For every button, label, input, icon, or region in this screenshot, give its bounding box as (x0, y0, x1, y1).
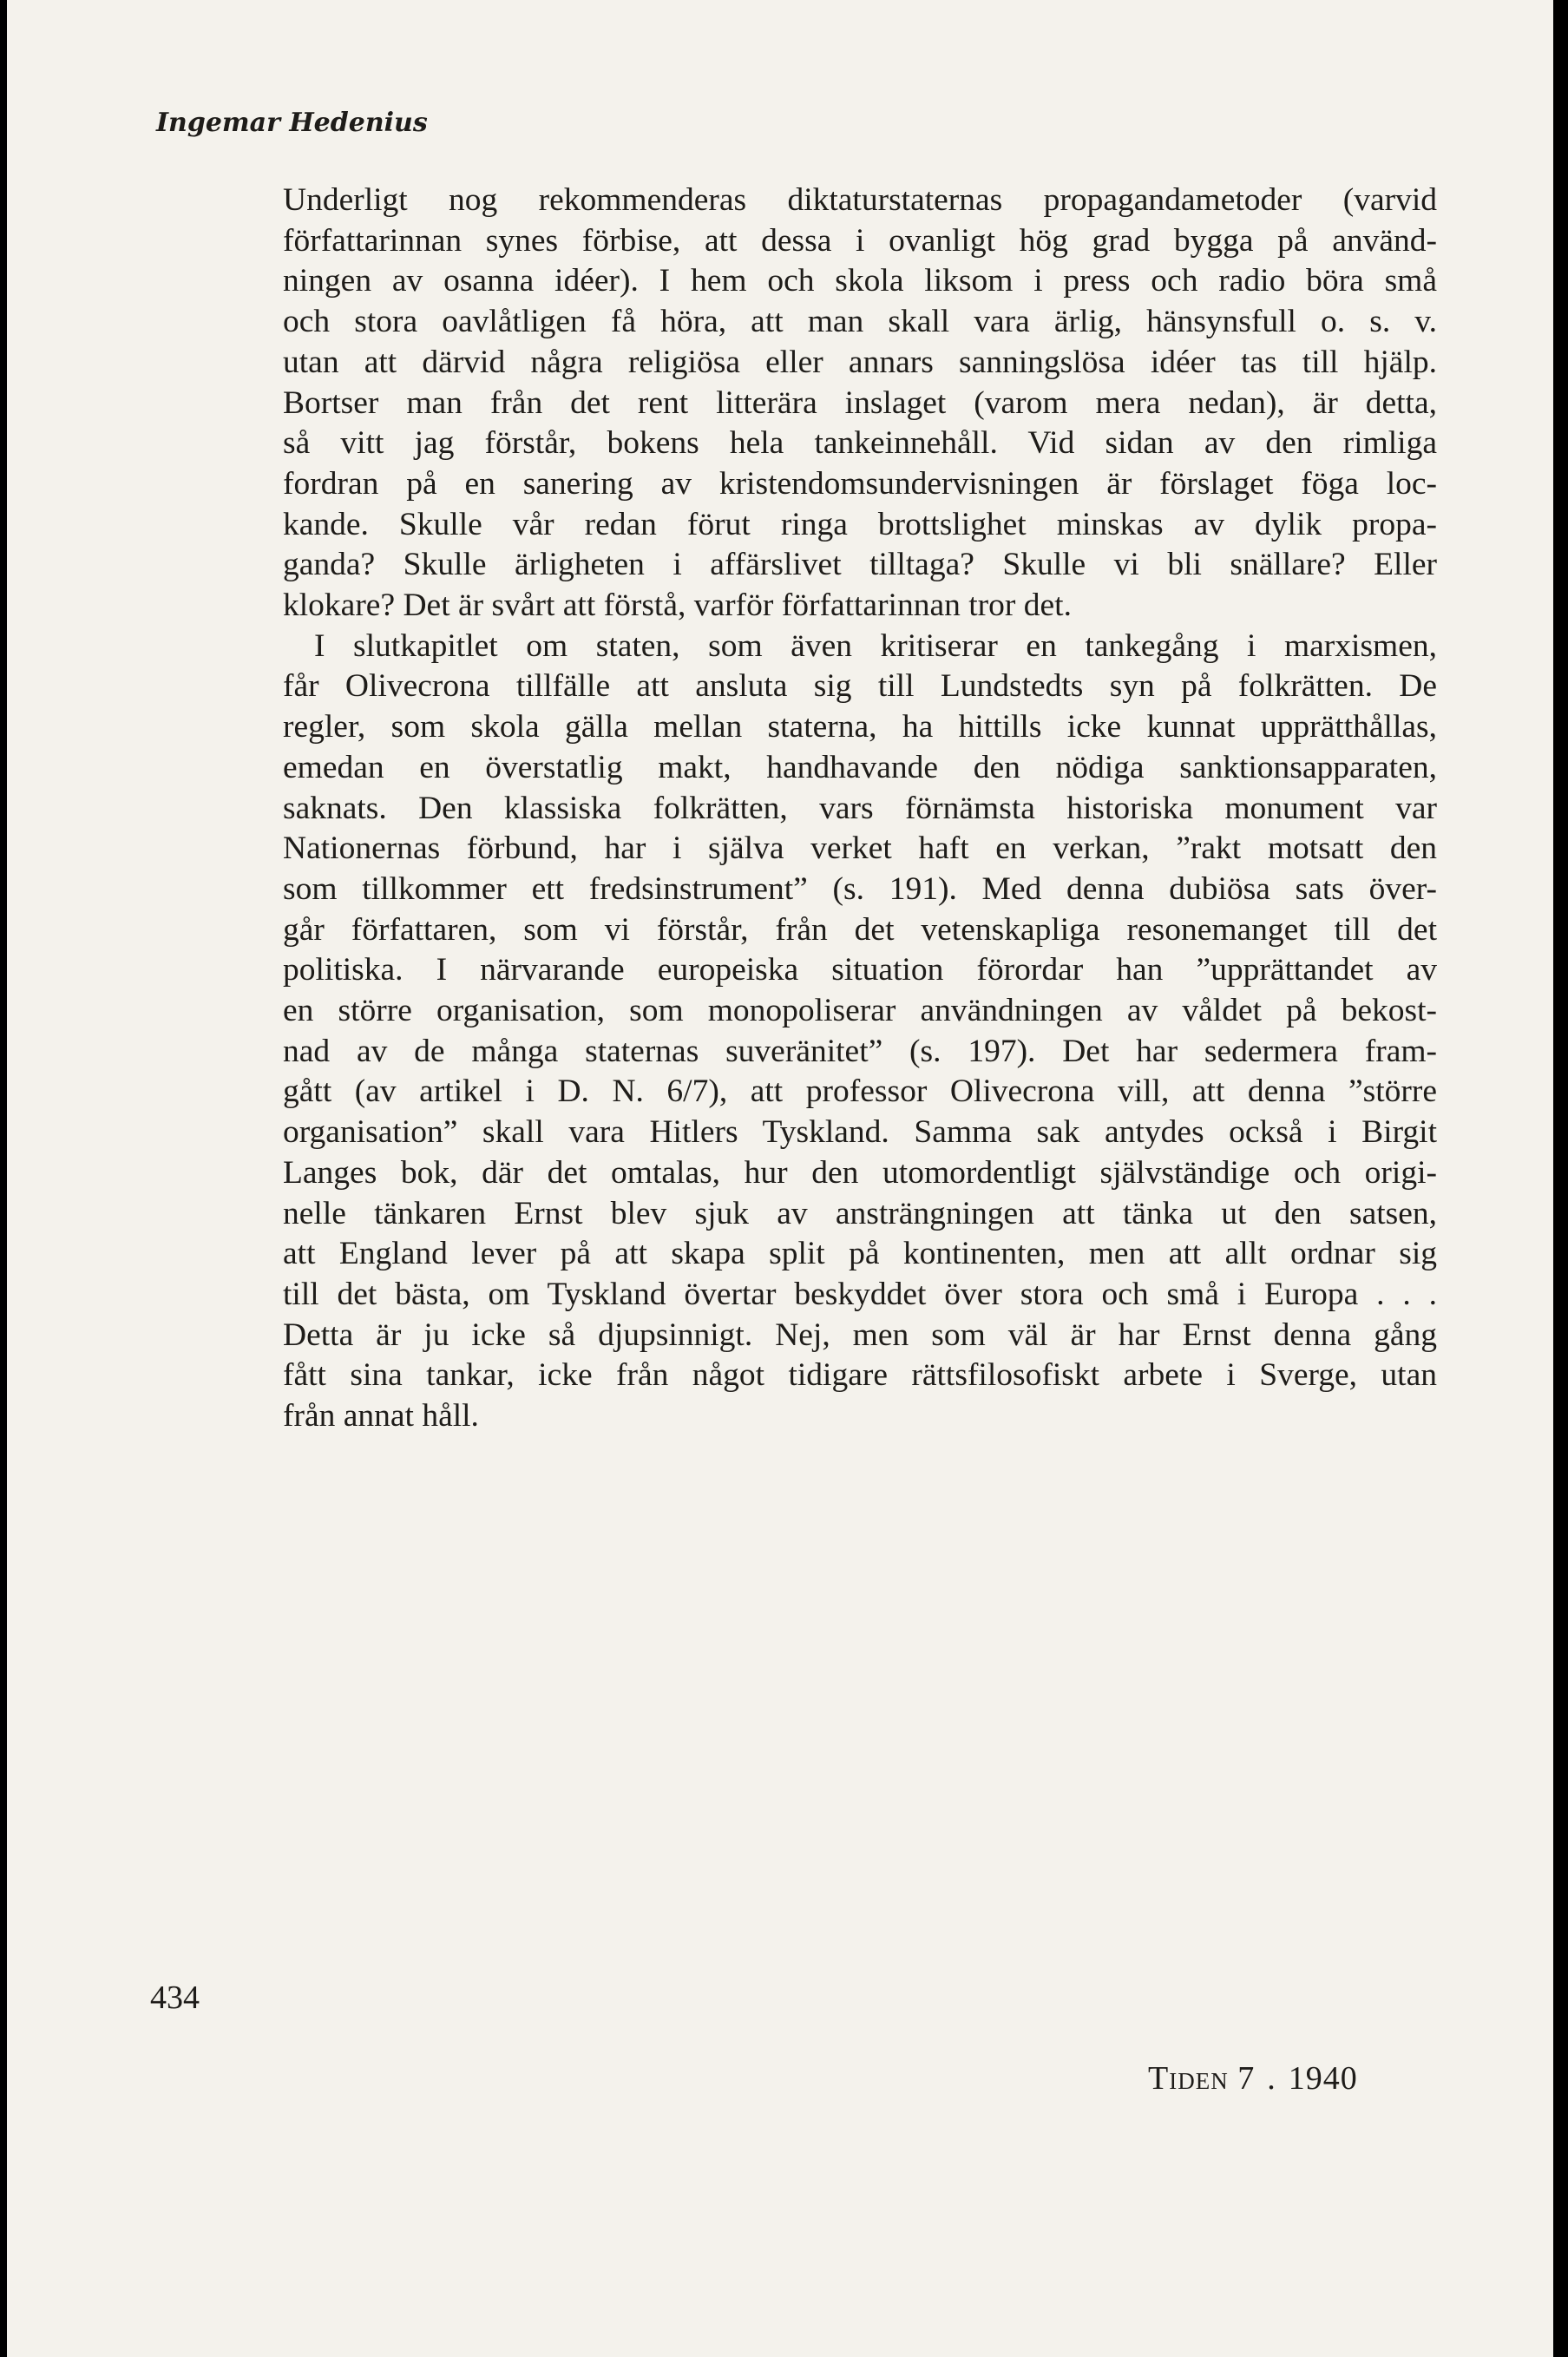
text-line: kande. Skulle vår redan förut ringa brottslighet minskas av dylik propa- (283, 506, 1437, 542)
text-line: regler, som skola gälla mellan staterna, ha hittills icke kunnat upprätthållas, (283, 709, 1437, 745)
document-page (7, 0, 1553, 2357)
text-line: politiska. I närvarande europeiska situation förordar han ”upprättandet av (283, 952, 1437, 988)
text-line: som tillkommer ett fredsinstrument” (s. 191). Med denna dubiösa sats över- (283, 870, 1437, 907)
journal-name: Tiden (1148, 2060, 1229, 2097)
body-text (283, 181, 1437, 1437)
issue-number: 7 (1237, 2060, 1256, 2097)
text-line: så vitt jag förstår, bokens hela tankeinnehåll. Vid sidan av den rimliga (283, 425, 1437, 462)
text-line: gått (av artikel i D. N. 6/7), att professor Olivecrona vill, att denna ”större (283, 1073, 1437, 1110)
text-line: utan att därvid några religiösa eller annars sanningslösa idéer tas till hjälp. (283, 344, 1437, 380)
text-line: att England lever på att skapa split på kontinenten, men att allt ordnar sig (283, 1236, 1437, 1272)
running-head: Ingemar Hedenius (156, 108, 428, 138)
text-line: nelle tänkaren Ernst blev sjuk av ansträngningen att tänka ut den satsen, (283, 1195, 1437, 1231)
text-line: saknats. Den klassiska folkrätten, vars förnämsta historiska monument var (283, 790, 1437, 826)
text-line: I slutkapitlet om staten, som även kritiserar en tankegång i marxismen, (314, 627, 1437, 664)
text-line: Detta är ju icke så djupsinnigt. Nej, men som väl är har Ernst denna gång (283, 1316, 1437, 1353)
text-line: nad av de många staternas suveränitet” (s. 197). Det har sedermera fram- (283, 1033, 1437, 1069)
text-line: får Olivecrona tillfälle att ansluta sig till Lundstedts syn på folkrätten. De (283, 668, 1437, 705)
text-line: Underligt nog rekommenderas diktaturstaternas propagandametoder (varvid (283, 182, 1437, 218)
text-line: fått sina tankar, icke från något tidigare rättsfilosofiskt arbete i Sverge, utan (283, 1357, 1437, 1394)
text-line: klokare? Det är svårt att förstå, varför författarinnan tror det. (283, 588, 1072, 624)
text-line: från annat håll. (283, 1398, 479, 1435)
issue-year: 1940 (1288, 2060, 1358, 2097)
text-line: fordran på en sanering av kristendomsundervisningen är förslaget föga loc- (283, 465, 1437, 502)
text-line: författarinnan synes förbise, att dessa i ovanligt hög grad bygga på använd- (283, 222, 1437, 259)
text-line: en större organisation, som monopoliserar användningen av våldet på bekost- (283, 993, 1437, 1029)
text-line: ningen av osanna idéer). I hem och skola liksom i press och radio böra små (283, 263, 1437, 299)
text-line: till det bästa, om Tyskland övertar beskyddet över stora och små i Europa . . . (283, 1276, 1437, 1312)
text-line: Nationernas förbund, har i själva verket haft en verkan, ”rakt motsatt den (283, 831, 1437, 867)
text-line: organisation” skall vara Hitlers Tyskland. Samma sak antydes också i Birgit (283, 1114, 1437, 1151)
text-line: går författaren, som vi förstår, från det vetenskapliga resonemanget till det (283, 911, 1437, 948)
text-line: Bortser man från det rent litterära inslaget (varom mera nedan), är detta, (283, 384, 1437, 421)
text-line: ganda? Skulle ärligheten i affärslivet tilltaga? Skulle vi bli snällare? Eller (283, 547, 1437, 583)
page-number: 434 (150, 1979, 200, 2016)
text-line: och stora oavlåtligen få höra, att man skall vara ärlig, hänsynsfull o. s. v. (283, 304, 1437, 340)
footer-issue (1148, 2059, 1358, 2098)
text-line: emedan en överstatlig makt, handhavande den nödiga sanktionsapparaten, (283, 749, 1437, 785)
issue-separator: . (1267, 2060, 1276, 2097)
text-line: Langes bok, där det omtalas, hur den utomordentligt självständige och origi- (283, 1154, 1437, 1191)
